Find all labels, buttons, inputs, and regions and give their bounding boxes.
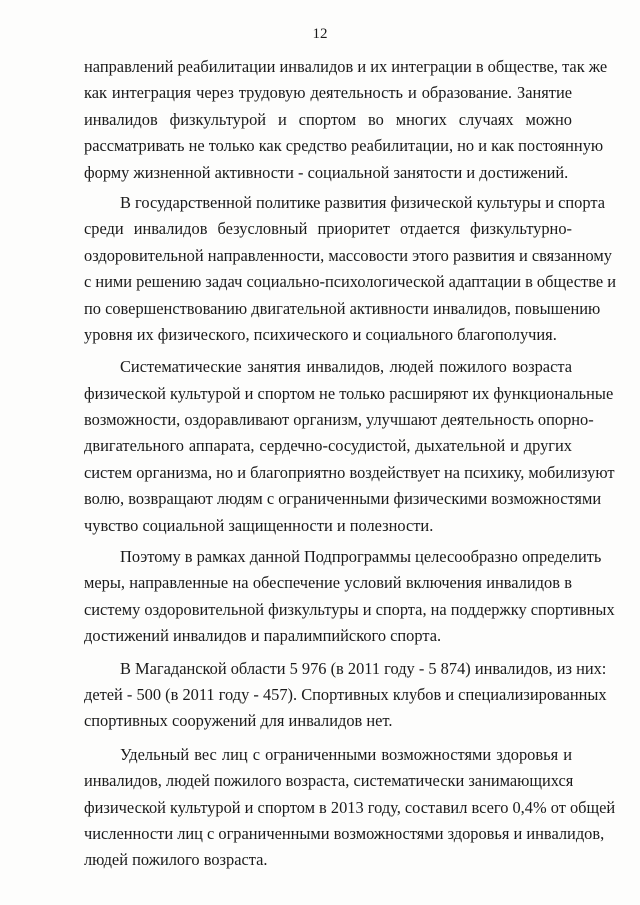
text-line: систем организма, но и благоприятно воздействует на психику, мобилизуют bbox=[84, 462, 615, 482]
text-line: форму жизненной активности - социальной занятости и достижений. bbox=[84, 162, 569, 182]
text-line: по совершенствованию двигательной активности инвалидов, повышению bbox=[84, 298, 601, 318]
text-line: Поэтому в рамках данной Подпрограммы целесообразно определить bbox=[120, 547, 602, 567]
text-line: инвалидов физкультурой и спортом во многих случаях можно bbox=[84, 109, 572, 129]
text-line: двигательного аппарата, сердечно-сосудистой, дыхательной и других bbox=[84, 436, 572, 456]
paragraph-5 bbox=[84, 656, 607, 735]
text-line: как интеграция через трудовую деятельность и образование. Занятие bbox=[84, 83, 572, 103]
text-line: систему оздоровительной физкультуры и спорта, на поддержку спортивных bbox=[84, 599, 615, 619]
text-line: чувство социальной защищенности и полезности. bbox=[84, 515, 434, 535]
text-line: уровня их физического, психического и социального благополучия. bbox=[84, 324, 557, 344]
text-line: детей - 500 (в 2011 году - 457). Спортивных клубов и специализированных bbox=[84, 684, 607, 704]
text-line: физической культурой и спортом в 2013 году, составил всего 0,4% от общей bbox=[84, 797, 616, 817]
paragraph-1 bbox=[84, 54, 608, 186]
paragraph-4 bbox=[84, 544, 615, 650]
text-line: численности лиц с ограниченными возможностями здоровья и инвалидов, bbox=[84, 823, 605, 843]
text-line: достижений инвалидов и паралимпийского спорта. bbox=[84, 626, 442, 646]
paragraph-2 bbox=[84, 190, 616, 348]
text-line: возможности, оздоравливают организм, улучшают деятельность опорно- bbox=[84, 410, 594, 430]
text-line: Удельный вес лиц с ограниченными возможностями здоровья и bbox=[120, 744, 572, 764]
text-line: рассматривать не только как средство реабилитации, но и как постоянную bbox=[84, 136, 604, 156]
paragraph-3 bbox=[84, 354, 615, 539]
page-number: 12 bbox=[312, 26, 328, 42]
text-line: В государственной политике развития физической культуры и спорта bbox=[120, 192, 605, 212]
text-line: среди инвалидов безусловный приоритет отдается физкультурно- bbox=[84, 219, 572, 239]
text-line: оздоровительной направленности, массовости этого развития и связанному bbox=[84, 245, 612, 265]
text-line: с ними решению задач социально-психологической адаптации в обществе и bbox=[84, 272, 616, 292]
text-line: В Магаданской области 5 976 (в 2011 году - 5 874) инвалидов, из них: bbox=[120, 658, 607, 678]
text-line: волю, возвращают людям с ограниченными физическими возможностями bbox=[84, 489, 602, 509]
text-line: меры, направленные на обеспечение условий включения инвалидов в bbox=[84, 573, 572, 593]
paragraph-6 bbox=[84, 742, 616, 874]
text-line: инвалидов, людей пожилого возраста, систематически занимающихся bbox=[84, 771, 574, 791]
text-line: спортивных сооружений для инвалидов нет. bbox=[84, 711, 393, 731]
body-text bbox=[84, 54, 616, 874]
text-line: физической культурой и спортом не только расширяют их функциональные bbox=[84, 383, 614, 403]
text-line: людей пожилого возраста. bbox=[84, 850, 268, 870]
text-line: направлений реабилитации инвалидов и их интеграции в обществе, так же bbox=[84, 57, 608, 76]
text-line: Систематические занятия инвалидов, людей пожилого возраста bbox=[120, 357, 572, 377]
